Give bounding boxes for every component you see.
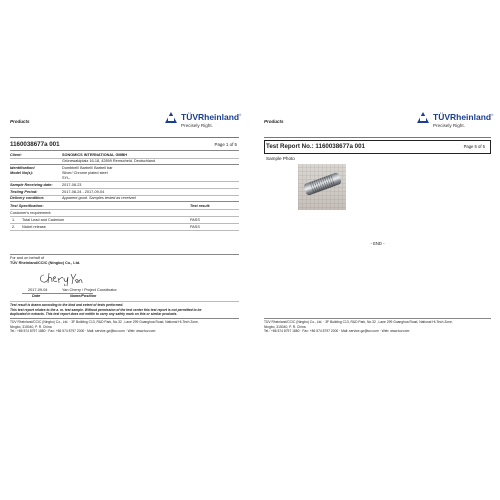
sign-name: Yan Cherry / Project Coordinator	[62, 288, 117, 292]
products-label: Products	[264, 119, 284, 124]
divider	[10, 254, 239, 255]
divider	[10, 188, 239, 189]
end-marker: - END -	[370, 241, 385, 246]
client-address: Grünewaldplatz 16-18, 42899 Remscheid, Deutschland	[62, 159, 156, 163]
divider	[10, 137, 239, 138]
client-name: SONOMICS INTERNATIONAL GMBH	[62, 153, 128, 157]
disclaimer: Test result is drawn according to the kind and extent of tests performed.	[10, 303, 124, 307]
logo-brand-text: TÜVRheinland	[433, 112, 492, 122]
sign-date: 2017-09-04	[28, 288, 48, 292]
tuv-triangle-icon	[417, 112, 429, 123]
signature-image	[38, 270, 84, 286]
tuv-triangle-icon	[165, 112, 177, 123]
report-number: Test Report No.: 1160038677a 001	[266, 142, 365, 150]
report-page-1: Products TÜVRheinland® Precisely Right. 1160038677a 001 Page 1 of 5 Client: SONOMICS INTERNATIONAL GMBH Grünewaldplatz 16-18, 42899 Remscheid, Deutschland Identification/ Dumbbell/ Barbell/ Barbell bar Model No(s): Silver/ Chrome plated steel SYL- Sample Receiving date: 2017-08-23 Testing Period: 2017-08-24 - 2017-09-04 Delivery condition: Apparent good. Samples tested as received Test Specification: Test result: Customer's requirement: 1. Total Lead and Cadmium PASS 2. Nickel release PASS For and on behalf of TÜV Rheinland/CCIC (Ningbo) Co., Ltd. 2017-09-04 Yan Cherry / Project Coordinator Date Name/Position Test result is drawn according to the kind and extent of tests performed. This test report relates to the a. m. test sample. Without permission of the test center this test report is not permitted to be duplicated in extracts. This test report does not entitle to carry any safety mark on this or similar products. TÜV Rheinland/CCIC (Ningbo) Co., Ltd. · 3F Building C13, R&D Park, No.32 , Lane 299 Guanghua Road, National Hi-Tech Zone, Ningbo, 315040, P. R. China Tel.: +86 574 8797 1880 · Fax: +86 574 8797 2000 · Mail: service-gz@tuv.com · Web: www.tuv.com	[8, 110, 243, 380]
divider	[10, 209, 239, 210]
divider	[10, 150, 239, 151]
logo-brand-text: TÜVRheinland	[181, 112, 240, 122]
report-page-2: Products TÜVRheinland® Precisely Right. Test Report No.: 1160038677a 001 Page 5 of 5 Sample Photo - END - TÜV Rheinland/CCIC (Ningbo) Co., Ltd. · 3F Building C13, R&D Park, No.32 , Lane 299 Guanghua Road, National Hi-Tech Zone, Ningbo, 315040, P. R. China Tel.: +86 574 8797 1880 · Fax: +86 574 8797 2000 · Mail: service-gz@tuv.com · Web: www.tuv.com	[260, 110, 495, 380]
footer-contact: Tel.: +86 574 8797 1880 · Fax: +86 574 8797 2000 · Mail: service-gz@tuv.com · Web: www.tuv.com	[264, 329, 410, 333]
products-label: Products	[10, 119, 30, 124]
for-behalf-text: For and on behalf of	[10, 256, 44, 260]
divider	[10, 201, 239, 202]
divider	[264, 318, 491, 319]
divider	[10, 216, 239, 217]
footer-address: TÜV Rheinland/CCIC (Ningbo) Co., Ltd. · 3F Building C13, R&D Park, No.32 , Lane 299 Guanghua Road, National Hi-Tech Zone,	[264, 320, 453, 324]
logo-slogan: Precisely Right.	[181, 123, 213, 128]
divider	[10, 301, 239, 302]
report-number: 1160038677a 001	[10, 141, 60, 148]
footer-address: TÜV Rheinland/CCIC (Ningbo) Co., Ltd. · 3F Building C13, R&D Park, No.32 , Lane 299 Guanghua Road, National Hi-Tech Zone,	[10, 320, 199, 324]
tuv-logo: TÜVRheinland® Precisely Right.	[159, 110, 239, 134]
divider	[10, 223, 239, 224]
page-number: Page 1 of 5	[214, 142, 237, 147]
page-number: Page 5 of 5	[463, 144, 485, 149]
customer-requirement: Customer's requirement:	[10, 211, 52, 215]
test-result: PASS	[190, 225, 200, 229]
test-result: PASS	[190, 218, 200, 222]
divider	[264, 137, 491, 138]
divider	[10, 230, 239, 231]
tuv-logo: TÜVRheinland® Precisely Right.	[411, 110, 491, 134]
company-name: TÜV Rheinland/CCIC (Ningbo) Co., Ltd.	[10, 260, 81, 265]
sample-photo-label: Sample Photo	[266, 156, 295, 161]
footer-contact: Tel.: +86 574 8797 1880 · Fax: +86 574 8797 2000 · Mail: service-gz@tuv.com · Web: www.tuv.com	[10, 329, 156, 333]
divider	[10, 318, 239, 319]
sample-photo	[298, 164, 346, 210]
divider	[10, 181, 239, 182]
logo-slogan: Precisely Right.	[433, 123, 465, 128]
date-label: Date	[32, 294, 41, 298]
divider	[10, 164, 239, 165]
name-position-label: Name/Position	[70, 294, 97, 298]
